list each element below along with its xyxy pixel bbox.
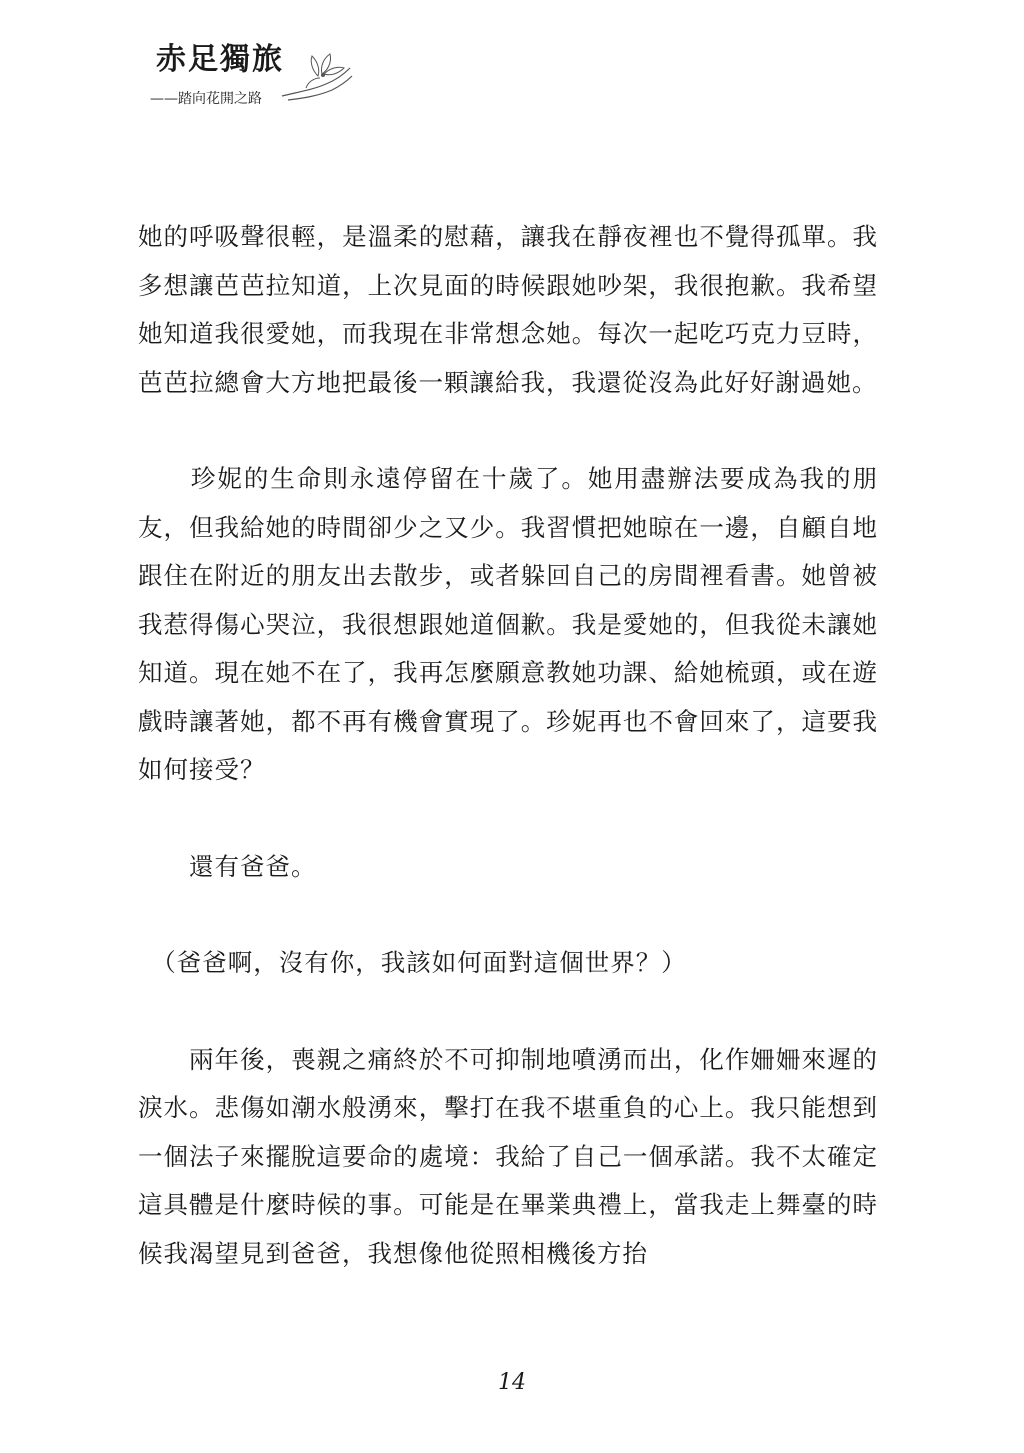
paragraph: 她的呼吸聲很輕，是溫柔的慰藉，讓我在靜夜裡也不覺得孤單。我多想讓芭芭拉知道，上次見面的時候跟她吵架，我很抱歉。我希望她知道我很愛她，而我現在非常想念她。每次一起吃巧克力豆時，芭芭拉總會大方地把最後一顆讓給我，我還從沒為此好好謝過她。	[138, 222, 878, 397]
hand-holding-flower-icon	[278, 44, 358, 104]
book-title: 赤足獨旅	[156, 42, 284, 77]
paragraph: 兩年後，喪親之痛終於不可抑制地噴湧而出，化作姍姍來遲的淚水。悲傷如潮水般湧來，擊打在我不堪重負的心上。我只能想到一個法子來擺脫這要命的處境：我給了自己一個承諾。我不太確定這具體是什麼時候的事。可能是在畢業典禮上，當我走上舞臺的時候我渴望見到爸爸，我想像他從照相機後方抬	[138, 1044, 878, 1268]
paragraph: （爸爸啊，沒有你，我該如何面對這個世界？）	[138, 948, 687, 977]
running-header	[150, 38, 350, 118]
paragraph: 珍妮的生命則永遠停留在十歲了。她用盡辦法要成為我的朋友，但我給她的時間卻少之又少。我習慣把她晾在一邊，自顧自地跟住在附近的朋友出去散步，或者躲回自己的房間裡看書。她曾被我惹得傷心哭泣，我很想跟她道個歉。我是愛她的，但我從未讓她知道。現在她不在了，我再怎麼願意教她功課、給她梳頭，或在遊戲時讓著她，都不再有機會實現了。珍妮再也不會回來了，這要我如何接受？	[138, 464, 878, 784]
body-text	[138, 213, 878, 1278]
paragraph: 還有爸爸。	[138, 851, 317, 881]
book-subtitle: ——踏向花開之路	[150, 91, 262, 107]
page-number: 14	[498, 1370, 526, 1395]
